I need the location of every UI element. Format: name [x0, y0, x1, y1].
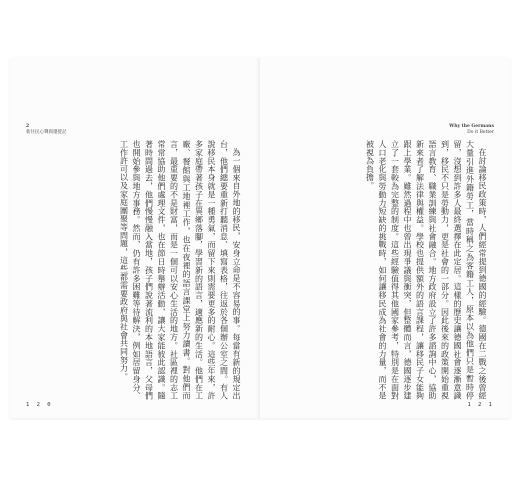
- right-page-number: 1 2 1: [467, 402, 494, 408]
- left-header-title: 新住民心聲與遷徙記: [26, 130, 67, 135]
- right-page: [260, 58, 510, 418]
- right-body-text: [282, 140, 488, 400]
- left-body-text: [24, 140, 242, 400]
- right-paragraph: 在討論移民政策時，人們經常提到德國的經驗。德國在二戰之後曾經大量引進外籍勞工，當時稱之為客籍工人，原本以為他們只是暫時停留，沒想到許多人最終選擇在此定居。這樣的歷史讓德國社會逐漸意識到，移民不只是勞動力，更是社會的一部分。因此後來的政策開始重視語言教育、職業訓練與社會融合。地方政府設立了許多諮詢中心，協助新來者了解法律與權益。學校也提供額外的語言課程，讓移民子女能夠跟上學業。雖然過程中也曾出現爭議與衝突，但整體而言，德國逐步建立了一套較為完整的制度。這些經驗值得其他國家參考，特別是在面對人口老化與勞動力短缺的挑戰時，如何讓移民成為社會的力量，而不是被視為負擔。: [365, 140, 487, 400]
- left-paragraph: 為一個來自外地的移民，安身立命是不容易的事。每當有新的規定出台，他們總要重新打聽消息、填寫表格，往返於各個辦公室之間。有人說移民本身就是一種勇氣，而留下來則需要更多的耐心。這些年來，許多家庭帶著孩子在異鄉落腳，學習新的語言，適應新的生活。他們在工廠、餐館與工地裡工作，也在夜裡的語言課堂上努力讀書。對他們而言，最重要的不是財富，而是一個可以安心生活的地方。社區裡的志工常常協助他們處理文件，也在節日時舉辦活動，讓大家能彼此認識。隨著時間過去，他們慢慢融入當地，孩子們說著流利的本地語言，父母們也開始參與地方事務。然而，仍有許多困難等待解決，例如居留身分、工作許可以及家庭團聚等問題，這些都需要政府與社會共同努力。: [119, 140, 241, 400]
- book-spread: [10, 58, 510, 418]
- left-header-number: 2: [26, 124, 30, 129]
- right-header-title-line2: Do it Better: [467, 130, 494, 135]
- right-running-header: [449, 124, 494, 136]
- left-page: [10, 58, 260, 418]
- left-running-header: [26, 124, 67, 136]
- right-header-title-line1: Why the Germans: [449, 124, 494, 129]
- left-page-number: 1 2 0: [26, 402, 53, 408]
